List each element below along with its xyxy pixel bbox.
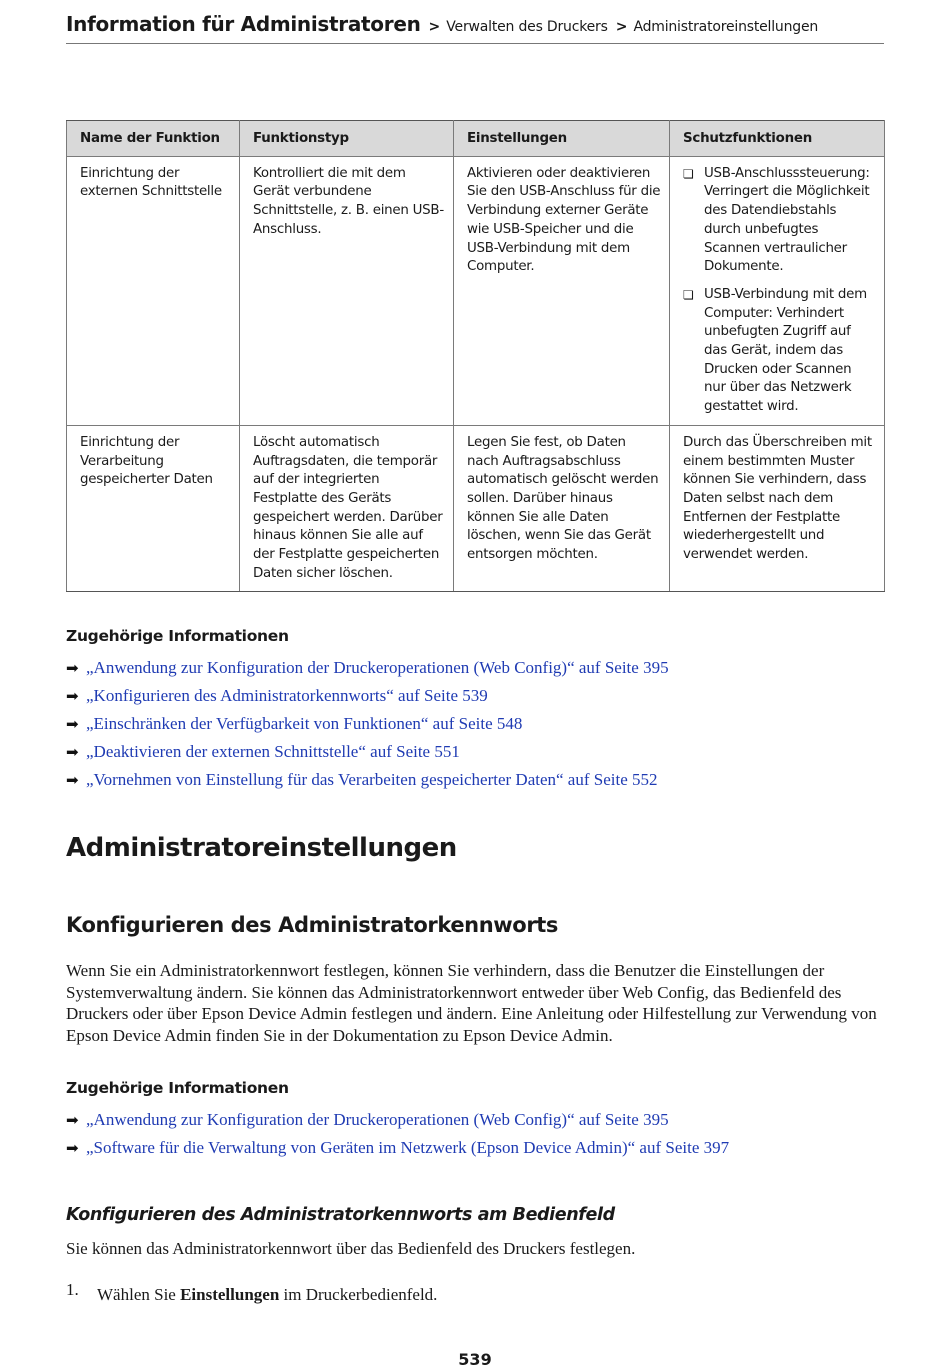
column-header-type: Funktionstyp <box>240 121 454 157</box>
list-item <box>66 1109 729 1137</box>
body-paragraph: Wenn Sie ein Administratorkennwort festlegen, können Sie verhindern, dass die Benutzer die Einstellungen der Systemverwaltung ändern. Sie können das Administratorkennwort entweder über Web Config, das Bedienfeld des Druckers oder über Epson Device Admin festlegen und ändern. Eine Anleitung oder Hilfestellung zur Verwendung von Epson Device Admin finden Sie in der Dokumentation zu Epson Device Admin. <box>66 961 877 1045</box>
related-links-list <box>66 1109 729 1165</box>
list-item <box>66 685 669 713</box>
arrow-right-icon: ➡ <box>66 1139 79 1157</box>
list-item <box>66 769 669 797</box>
arrow-right-icon: ➡ <box>66 715 79 733</box>
subsection-title: Konfigurieren des Administratorkennworts <box>66 913 559 937</box>
table-row <box>67 425 885 592</box>
list-item <box>66 657 669 685</box>
column-header-settings: Einstellungen <box>454 121 670 157</box>
breadcrumb-separator: > <box>428 19 441 35</box>
breadcrumb-item-verwalten[interactable]: Verwalten des Druckers <box>446 19 608 35</box>
page-number: 539 <box>458 1350 492 1369</box>
cell-function-name: Einrichtung der externen Schnittstelle <box>67 156 240 425</box>
link-epson-device-admin[interactable]: „Software für die Verwaltung von Geräten im Netzwerk (Epson Device Admin)“ auf Seite 397 <box>86 1138 730 1157</box>
link-admin-password[interactable]: „Konfigurieren des Administratorkennworts“ auf Seite 539 <box>86 686 488 705</box>
cell-settings: Aktivieren oder deaktivieren Sie den USB-Anschluss für die Verbindung externer Geräte wie USB-Speicher und die USB-Verbindung mit dem Computer. <box>454 156 670 425</box>
link-stored-data[interactable]: „Vornehmen von Einstellung für das Verarbeiten gespeicherter Daten“ auf Seite 552 <box>86 770 658 789</box>
breadcrumb-section[interactable]: Information für Administratoren <box>66 12 421 36</box>
link-disable-interface[interactable]: „Deaktivieren der externen Schnittstelle“ auf Seite 551 <box>86 742 460 761</box>
cell-protection: Durch das Überschreiben mit einem bestimmten Muster können Sie verhindern, dass Daten selbst nach dem Entfernen der Festplatte wiederhergestellt und verwendet werden. <box>670 425 885 592</box>
step-text-after: im Druckerbedienfeld. <box>279 1285 438 1304</box>
step-text-bold: Einstellungen <box>180 1285 280 1304</box>
step-number: 1. <box>66 1280 79 1299</box>
function-table <box>66 120 885 592</box>
table-row <box>67 156 885 425</box>
link-web-config[interactable]: „Anwendung zur Konfiguration der Druckeroperationen (Web Config)“ auf Seite 395 <box>86 1110 669 1129</box>
column-header-protection: Schutzfunktionen <box>670 121 885 157</box>
related-info-heading: Zugehörige Informationen <box>66 627 289 645</box>
related-info-heading: Zugehörige Informationen <box>66 1079 289 1097</box>
arrow-right-icon: ➡ <box>66 743 79 761</box>
checkbox-bullet-icon: ❏ <box>683 166 694 181</box>
column-header-name: Name der Funktion <box>67 121 240 157</box>
cell-function-type: Löscht automatisch Auftragsdaten, die temporär auf der integrierten Festplatte des Geräts gespeichert werden. Darüber hinaus können Sie alle auf der Festplatte gespeicherten Daten sicher löschen. <box>240 425 454 592</box>
protection-list <box>683 165 876 417</box>
cell-function-name: Einrichtung der Verarbeitung gespeicherter Daten <box>67 425 240 592</box>
section-title: Administratoreinstellungen <box>66 833 457 863</box>
arrow-right-icon: ➡ <box>66 687 79 705</box>
link-restrict-functions[interactable]: „Einschränken der Verfügbarkeit von Funktionen“ auf Seite 548 <box>86 714 523 733</box>
list-item <box>66 1137 729 1165</box>
list-item <box>66 741 669 769</box>
breadcrumb <box>66 12 884 44</box>
cell-protection <box>670 156 885 425</box>
breadcrumb-separator: > <box>615 19 628 35</box>
link-web-config[interactable]: „Anwendung zur Konfiguration der Druckeroperationen (Web Config)“ auf Seite 395 <box>86 658 669 677</box>
step-text-before: Wählen Sie <box>97 1285 181 1304</box>
cell-settings: Legen Sie fest, ob Daten nach Auftragsabschluss automatisch gelöscht werden sollen. Darüber hinaus können Sie alle Daten löschen, wenn Sie das Gerät entsorgen möchten. <box>454 425 670 592</box>
subsubsection-title: Konfigurieren des Administratorkennworts am Bedienfeld <box>66 1205 615 1225</box>
related-links-list <box>66 657 669 797</box>
checkbox-bullet-icon: ❏ <box>683 287 694 302</box>
arrow-right-icon: ➡ <box>66 1111 79 1129</box>
cell-function-type: Kontrolliert die mit dem Gerät verbundene Schnittstelle, z. B. einen USB-Anschluss. <box>240 156 454 425</box>
bullet-text: USB-Anschlusssteuerung: Verringert die Möglichkeit des Datendiebstahls durch unbefugtes Scannen vertraulicher Dokumente. <box>704 165 870 275</box>
list-item <box>66 713 669 741</box>
arrow-right-icon: ➡ <box>66 659 79 677</box>
arrow-right-icon: ➡ <box>66 771 79 789</box>
table-header-row <box>67 121 885 157</box>
list-item <box>683 286 876 417</box>
breadcrumb-item-admin[interactable]: Administratoreinstellungen <box>633 19 819 35</box>
intro-paragraph: Sie können das Administratorkennwort über das Bedienfeld des Druckers festlegen. <box>66 1239 636 1258</box>
bullet-text: USB-Verbindung mit dem Computer: Verhindert unbefugten Zugriff auf das Gerät, indem das Drucken oder Scannen nur über das Netzwerk gestattet wird. <box>704 286 867 415</box>
step-text <box>97 1285 437 1305</box>
list-item <box>683 165 876 277</box>
